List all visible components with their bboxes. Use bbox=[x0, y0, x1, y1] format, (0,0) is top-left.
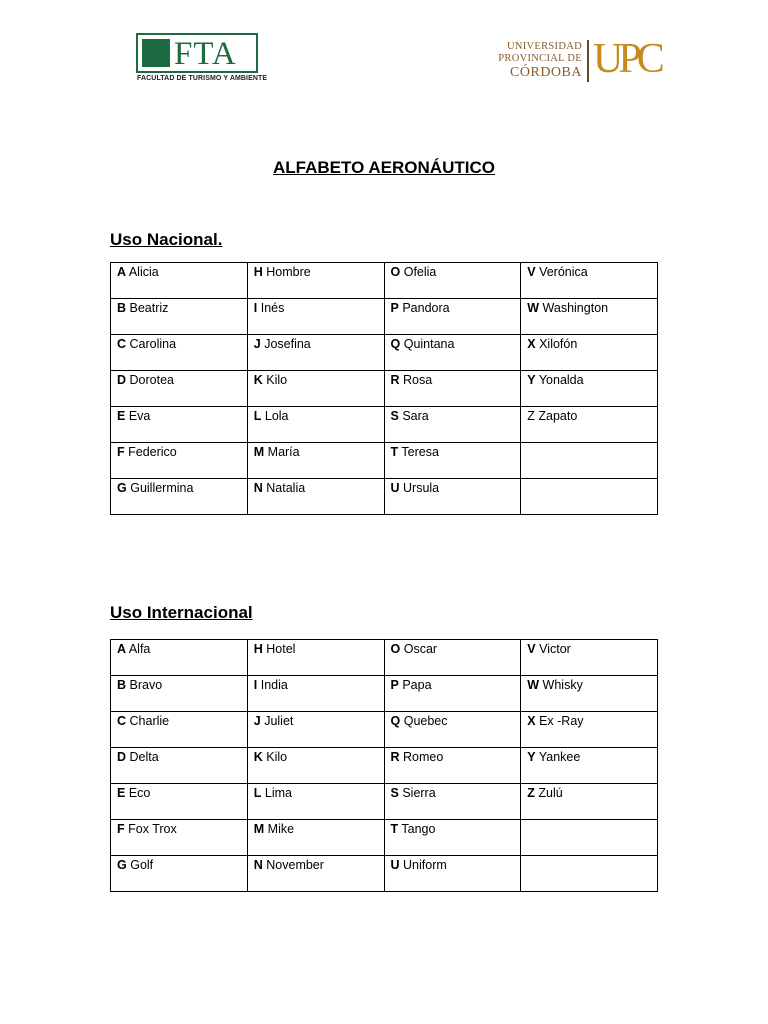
table-cell bbox=[247, 407, 384, 443]
table-cell bbox=[247, 640, 384, 676]
table-cell bbox=[384, 479, 521, 515]
cell-word: Rosa bbox=[403, 373, 433, 387]
table-row bbox=[111, 299, 658, 335]
cell-word: Quintana bbox=[403, 337, 455, 351]
cell-letter: M bbox=[253, 822, 265, 836]
table-cell bbox=[521, 443, 658, 479]
cell-letter: X bbox=[527, 337, 536, 351]
table-cell bbox=[521, 784, 658, 820]
cell-letter: M bbox=[253, 445, 265, 459]
table-cell bbox=[111, 820, 248, 856]
table-row bbox=[111, 712, 658, 748]
cell-letter: J bbox=[253, 714, 261, 728]
table-row bbox=[111, 784, 658, 820]
cell-word: Charlie bbox=[129, 714, 170, 728]
cell-letter: V bbox=[527, 642, 536, 656]
table-cell bbox=[111, 784, 248, 820]
cell-letter: D bbox=[117, 750, 127, 764]
table-row bbox=[111, 443, 658, 479]
cell-letter: I bbox=[253, 301, 258, 315]
cell-word: India bbox=[260, 678, 288, 692]
cell-word: Guillermina bbox=[130, 481, 194, 495]
cell-word: Victor bbox=[539, 642, 571, 656]
cell-word: Oscar bbox=[403, 642, 438, 656]
table-cell bbox=[111, 748, 248, 784]
upc-logo-line2: PROVINCIAL DE bbox=[498, 53, 582, 64]
cell-letter: U bbox=[390, 481, 400, 495]
fta-logo-mark: FTA bbox=[174, 36, 237, 72]
table-row bbox=[111, 856, 658, 892]
cell-word: Eco bbox=[128, 786, 151, 800]
cell-word: Alicia bbox=[128, 265, 159, 279]
cell-word: Inés bbox=[260, 301, 285, 315]
cell-letter: B bbox=[117, 678, 127, 692]
cell-word: Dorotea bbox=[129, 373, 174, 387]
cell-letter: X bbox=[527, 714, 536, 728]
cell-word: María bbox=[267, 445, 300, 459]
table-row bbox=[111, 820, 658, 856]
cell-letter: Q bbox=[390, 714, 401, 728]
table-cell bbox=[384, 856, 521, 892]
table-cell bbox=[384, 784, 521, 820]
cell-letter: Z bbox=[527, 409, 535, 423]
cell-word: Whisky bbox=[542, 678, 583, 692]
upc-logo-divider bbox=[587, 40, 589, 82]
cell-letter: C bbox=[117, 337, 127, 351]
cell-letter: A bbox=[117, 265, 127, 279]
table-cell bbox=[247, 820, 384, 856]
cell-word: Ursula bbox=[403, 481, 440, 495]
cell-word: Quebec bbox=[403, 714, 448, 728]
cell-word: Delta bbox=[129, 750, 159, 764]
table-cell bbox=[111, 263, 248, 299]
upc-logo bbox=[494, 38, 664, 88]
cell-letter: F bbox=[117, 822, 125, 836]
table-cell bbox=[247, 784, 384, 820]
cell-word: Juliet bbox=[264, 714, 294, 728]
cell-word: Federico bbox=[128, 445, 177, 459]
cell-letter: K bbox=[253, 750, 263, 764]
cell-letter: S bbox=[390, 786, 399, 800]
cell-word: Natalia bbox=[266, 481, 306, 495]
table-cell bbox=[247, 299, 384, 335]
section-title-internacional: Uso Internacional bbox=[110, 603, 253, 622]
section-title-nacional: Uso Nacional. bbox=[110, 230, 223, 249]
table-cell bbox=[247, 712, 384, 748]
cell-letter: Z bbox=[527, 786, 535, 800]
cell-letter: B bbox=[117, 301, 127, 315]
cell-word: Yonalda bbox=[538, 373, 584, 387]
table-cell bbox=[247, 856, 384, 892]
cell-letter: T bbox=[390, 822, 399, 836]
table-cell bbox=[111, 443, 248, 479]
table-cell bbox=[247, 263, 384, 299]
table-cell bbox=[384, 640, 521, 676]
table-cell bbox=[111, 479, 248, 515]
cell-word: Ofelia bbox=[403, 265, 437, 279]
table-cell bbox=[521, 263, 658, 299]
cell-letter: Q bbox=[390, 337, 401, 351]
table-cell bbox=[384, 712, 521, 748]
cell-letter: J bbox=[253, 337, 261, 351]
cell-word: Kilo bbox=[266, 373, 288, 387]
cell-letter: F bbox=[117, 445, 125, 459]
cell-word: Teresa bbox=[401, 445, 439, 459]
cell-word: Zulú bbox=[538, 786, 563, 800]
fta-logo bbox=[136, 33, 268, 85]
cell-letter: A bbox=[117, 642, 127, 656]
cell-word: Uniform bbox=[403, 858, 447, 872]
cell-letter: V bbox=[527, 265, 536, 279]
table-nacional bbox=[110, 262, 658, 515]
table-row bbox=[111, 407, 658, 443]
table-cell bbox=[521, 335, 658, 371]
cell-word: Washington bbox=[542, 301, 609, 315]
table-cell bbox=[384, 748, 521, 784]
cell-letter: I bbox=[253, 678, 258, 692]
cell-word: November bbox=[266, 858, 324, 872]
cell-word: Lola bbox=[264, 409, 289, 423]
cell-word: Bravo bbox=[129, 678, 163, 692]
cell-letter: C bbox=[117, 714, 127, 728]
cell-letter: L bbox=[253, 409, 262, 423]
table-cell bbox=[111, 371, 248, 407]
cell-letter: E bbox=[117, 786, 126, 800]
table-cell bbox=[111, 407, 248, 443]
cell-letter: U bbox=[390, 858, 400, 872]
cell-word: Zapato bbox=[538, 409, 578, 423]
table-row bbox=[111, 640, 658, 676]
cell-word: Golf bbox=[130, 858, 154, 872]
cell-letter: T bbox=[390, 445, 399, 459]
cell-letter: D bbox=[117, 373, 127, 387]
cell-word: Sierra bbox=[402, 786, 436, 800]
cell-word: Pandora bbox=[402, 301, 450, 315]
table-cell bbox=[384, 263, 521, 299]
cell-letter: O bbox=[390, 642, 401, 656]
table-row bbox=[111, 479, 658, 515]
table-cell bbox=[384, 820, 521, 856]
cell-word: Sara bbox=[402, 409, 429, 423]
cell-word: Eva bbox=[128, 409, 151, 423]
cell-letter: S bbox=[390, 409, 399, 423]
table-cell bbox=[384, 443, 521, 479]
cell-letter: W bbox=[527, 678, 540, 692]
table-row bbox=[111, 371, 658, 407]
table-cell bbox=[111, 299, 248, 335]
table-cell bbox=[111, 712, 248, 748]
table-internacional bbox=[110, 639, 658, 892]
cell-letter: W bbox=[527, 301, 540, 315]
table-cell bbox=[521, 712, 658, 748]
cell-letter: Y bbox=[527, 750, 536, 764]
table-cell bbox=[247, 443, 384, 479]
cell-letter: E bbox=[117, 409, 126, 423]
table-cell bbox=[521, 371, 658, 407]
table-cell bbox=[521, 676, 658, 712]
cell-letter: P bbox=[390, 678, 399, 692]
table-cell bbox=[384, 407, 521, 443]
cell-letter: N bbox=[253, 858, 263, 872]
table-cell bbox=[111, 335, 248, 371]
cell-letter: R bbox=[390, 750, 400, 764]
table-cell bbox=[521, 640, 658, 676]
cell-letter: G bbox=[117, 481, 127, 495]
cell-letter: H bbox=[253, 265, 263, 279]
table-cell bbox=[384, 299, 521, 335]
fta-logo-frame bbox=[136, 33, 258, 73]
cell-letter: R bbox=[390, 373, 400, 387]
table-cell bbox=[521, 299, 658, 335]
cell-word: Tango bbox=[401, 822, 436, 836]
table-cell bbox=[247, 676, 384, 712]
cell-word: Kilo bbox=[266, 750, 288, 764]
table-row bbox=[111, 676, 658, 712]
cell-letter: O bbox=[390, 265, 401, 279]
upc-logo-line1: UNIVERSIDAD bbox=[506, 41, 582, 52]
table-cell bbox=[521, 820, 658, 856]
table-cell bbox=[111, 640, 248, 676]
table-row bbox=[111, 335, 658, 371]
cell-letter: G bbox=[117, 858, 127, 872]
fta-logo-subtitle: FACULTAD DE TURISMO Y AMBIENTE bbox=[137, 75, 268, 82]
cell-word: Alfa bbox=[128, 642, 151, 656]
cell-word: Mike bbox=[267, 822, 295, 836]
cell-word: Ex -Ray bbox=[539, 714, 584, 728]
cell-word: Beatriz bbox=[129, 301, 169, 315]
table-cell bbox=[521, 856, 658, 892]
cell-word: Romeo bbox=[403, 750, 444, 764]
cell-letter: H bbox=[253, 642, 263, 656]
cell-word: Hotel bbox=[266, 642, 296, 656]
table-cell bbox=[247, 335, 384, 371]
table-cell bbox=[384, 335, 521, 371]
cell-word: Yankee bbox=[538, 750, 581, 764]
cell-word: Josefina bbox=[264, 337, 311, 351]
cell-word: Hombre bbox=[266, 265, 311, 279]
cell-letter: N bbox=[253, 481, 263, 495]
cell-letter: L bbox=[253, 786, 262, 800]
upc-logo-mark: UPC bbox=[593, 36, 660, 82]
table-row bbox=[111, 748, 658, 784]
table-cell bbox=[521, 407, 658, 443]
table-cell bbox=[247, 371, 384, 407]
table-cell bbox=[247, 748, 384, 784]
upc-logo-text bbox=[498, 41, 582, 81]
cell-word: Carolina bbox=[129, 337, 177, 351]
table-cell bbox=[521, 748, 658, 784]
fta-logo-square bbox=[142, 39, 170, 67]
table-cell bbox=[521, 479, 658, 515]
table-row bbox=[111, 263, 658, 299]
table-cell bbox=[247, 479, 384, 515]
cell-word: Papa bbox=[402, 678, 432, 692]
table-cell bbox=[111, 856, 248, 892]
table-cell bbox=[111, 676, 248, 712]
page-title: ALFABETO AERONÁUTICO bbox=[273, 158, 495, 177]
cell-letter: K bbox=[253, 373, 263, 387]
table-cell bbox=[384, 676, 521, 712]
upc-logo-line3: CÓRDOBA bbox=[510, 65, 582, 80]
cell-word: Lima bbox=[264, 786, 292, 800]
cell-word: Xilofón bbox=[539, 337, 578, 351]
cell-word: Verónica bbox=[539, 265, 588, 279]
cell-letter: Y bbox=[527, 373, 536, 387]
cell-word: Fox Trox bbox=[128, 822, 177, 836]
table-cell bbox=[384, 371, 521, 407]
cell-letter: P bbox=[390, 301, 399, 315]
